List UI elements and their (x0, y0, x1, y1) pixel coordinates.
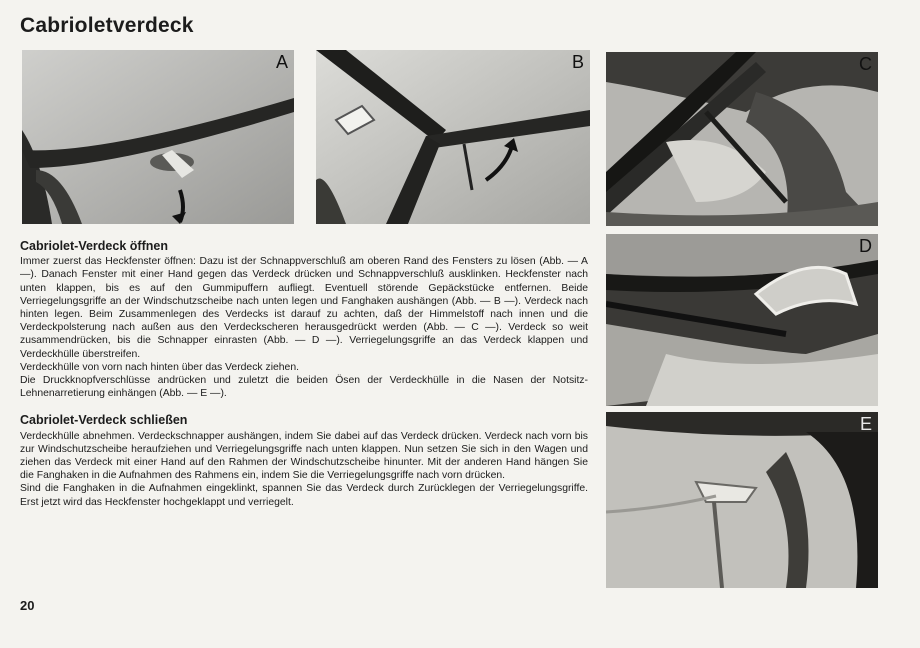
figure-letter: C (859, 54, 872, 74)
roof-hook-photo (316, 50, 590, 224)
figure-e-photo (606, 412, 878, 588)
page-number: 20 (20, 598, 35, 613)
figure-b-photo (316, 50, 590, 224)
figure-letter: A (275, 52, 288, 72)
section-heading-open: Cabriolet-Verdeck öffnen (20, 239, 168, 253)
figure-letter: E (859, 414, 872, 434)
paragraph: Die Druckknopfverschlüsse andrücken und zuletzt die beiden Ösen der Verdeckhülle in die Nasen der Notsitz-Lehnenarretierung einhängen (Abb. — E —). (20, 375, 588, 400)
figure-a-photo (22, 50, 294, 224)
section-spacer (20, 400, 588, 414)
paragraph: Verdeckhülle von vorn nach hinten über das Verdeck ziehen. (20, 361, 299, 373)
figure-d-photo (606, 234, 878, 406)
paragraph: Sind die Fanghaken in die Aufnahmen eingeklinkt, spannen Sie das Verdeck durch Zurücklegen der Verriegelungsgriffe. Erst jetzt wird das Heckfenster hochgeklappt und verriegelt. (20, 483, 588, 508)
paragraph: Verdeckhülle abnehmen. Verdeckschnapper aushängen, indem Sie dabei auf das Verdeck drücken. Verdeck nach vorn bis zur Windschutzscheibe heraufziehen und Verriegelungsgriffe nach unten klappen. Nun setzen Sie sich in den Wagen und ziehen das Verdeck mit einer Hand auf den Rahmen der Windschutzscheibe hinunter. Mit der anderen Hand hängen Sie die Fanghaken in die Aufnahmen des Rahmens ein, indem Sie die Verriegelungsgriffe nach vorn drücken. (20, 430, 588, 482)
section-heading-close: Cabriolet-Verdeck schließen (20, 413, 188, 428)
folded-top-frame-photo (606, 52, 878, 226)
figure-letter: D (859, 236, 872, 256)
page-title: Cabrioletverdeck (20, 14, 194, 37)
locking-handle-photo (606, 234, 878, 406)
cover-eyelet-photo (606, 412, 878, 588)
sun-visor-latch-photo (22, 50, 294, 224)
figure-c-photo (606, 52, 878, 226)
paragraph: Immer zuerst das Heckfenster öffnen: Dazu ist der Schnappverschluß am oberen Rand des Fensters zu lösen (Abb. — A —). Danach Fenster mit einer Hand gegen das Verdeck drücken und Schnappverschluß ausklinken. Heckfenster nach unten klappen, bis es auf den Gummipuffern aufliegt. Eventuell störende Gepäckstücke entfernen. Beide Verriegelungsgriffe an der Windschutzscheibe nach unten legen und Fanghaken aushängen (Abb. — B —). Verdeck nach hinten legen. Beim Zusammenlegen des Verdecks ist darauf zu achten, daß der Himmelstoff nach innen und die Verdeckpolsterung nach außen aus den Verdeckscheren herausgedrückt werden (Abb. — C —). Verdeck so weit zusammendrücken, bis die Schnapper einrasten (Abb. — D —). Verriegelungsgriffe an das Verdeck klappen und Verdeckhülle überstreifen. (20, 256, 588, 360)
instruction-text (20, 240, 588, 509)
figure-letter: B (571, 52, 584, 72)
